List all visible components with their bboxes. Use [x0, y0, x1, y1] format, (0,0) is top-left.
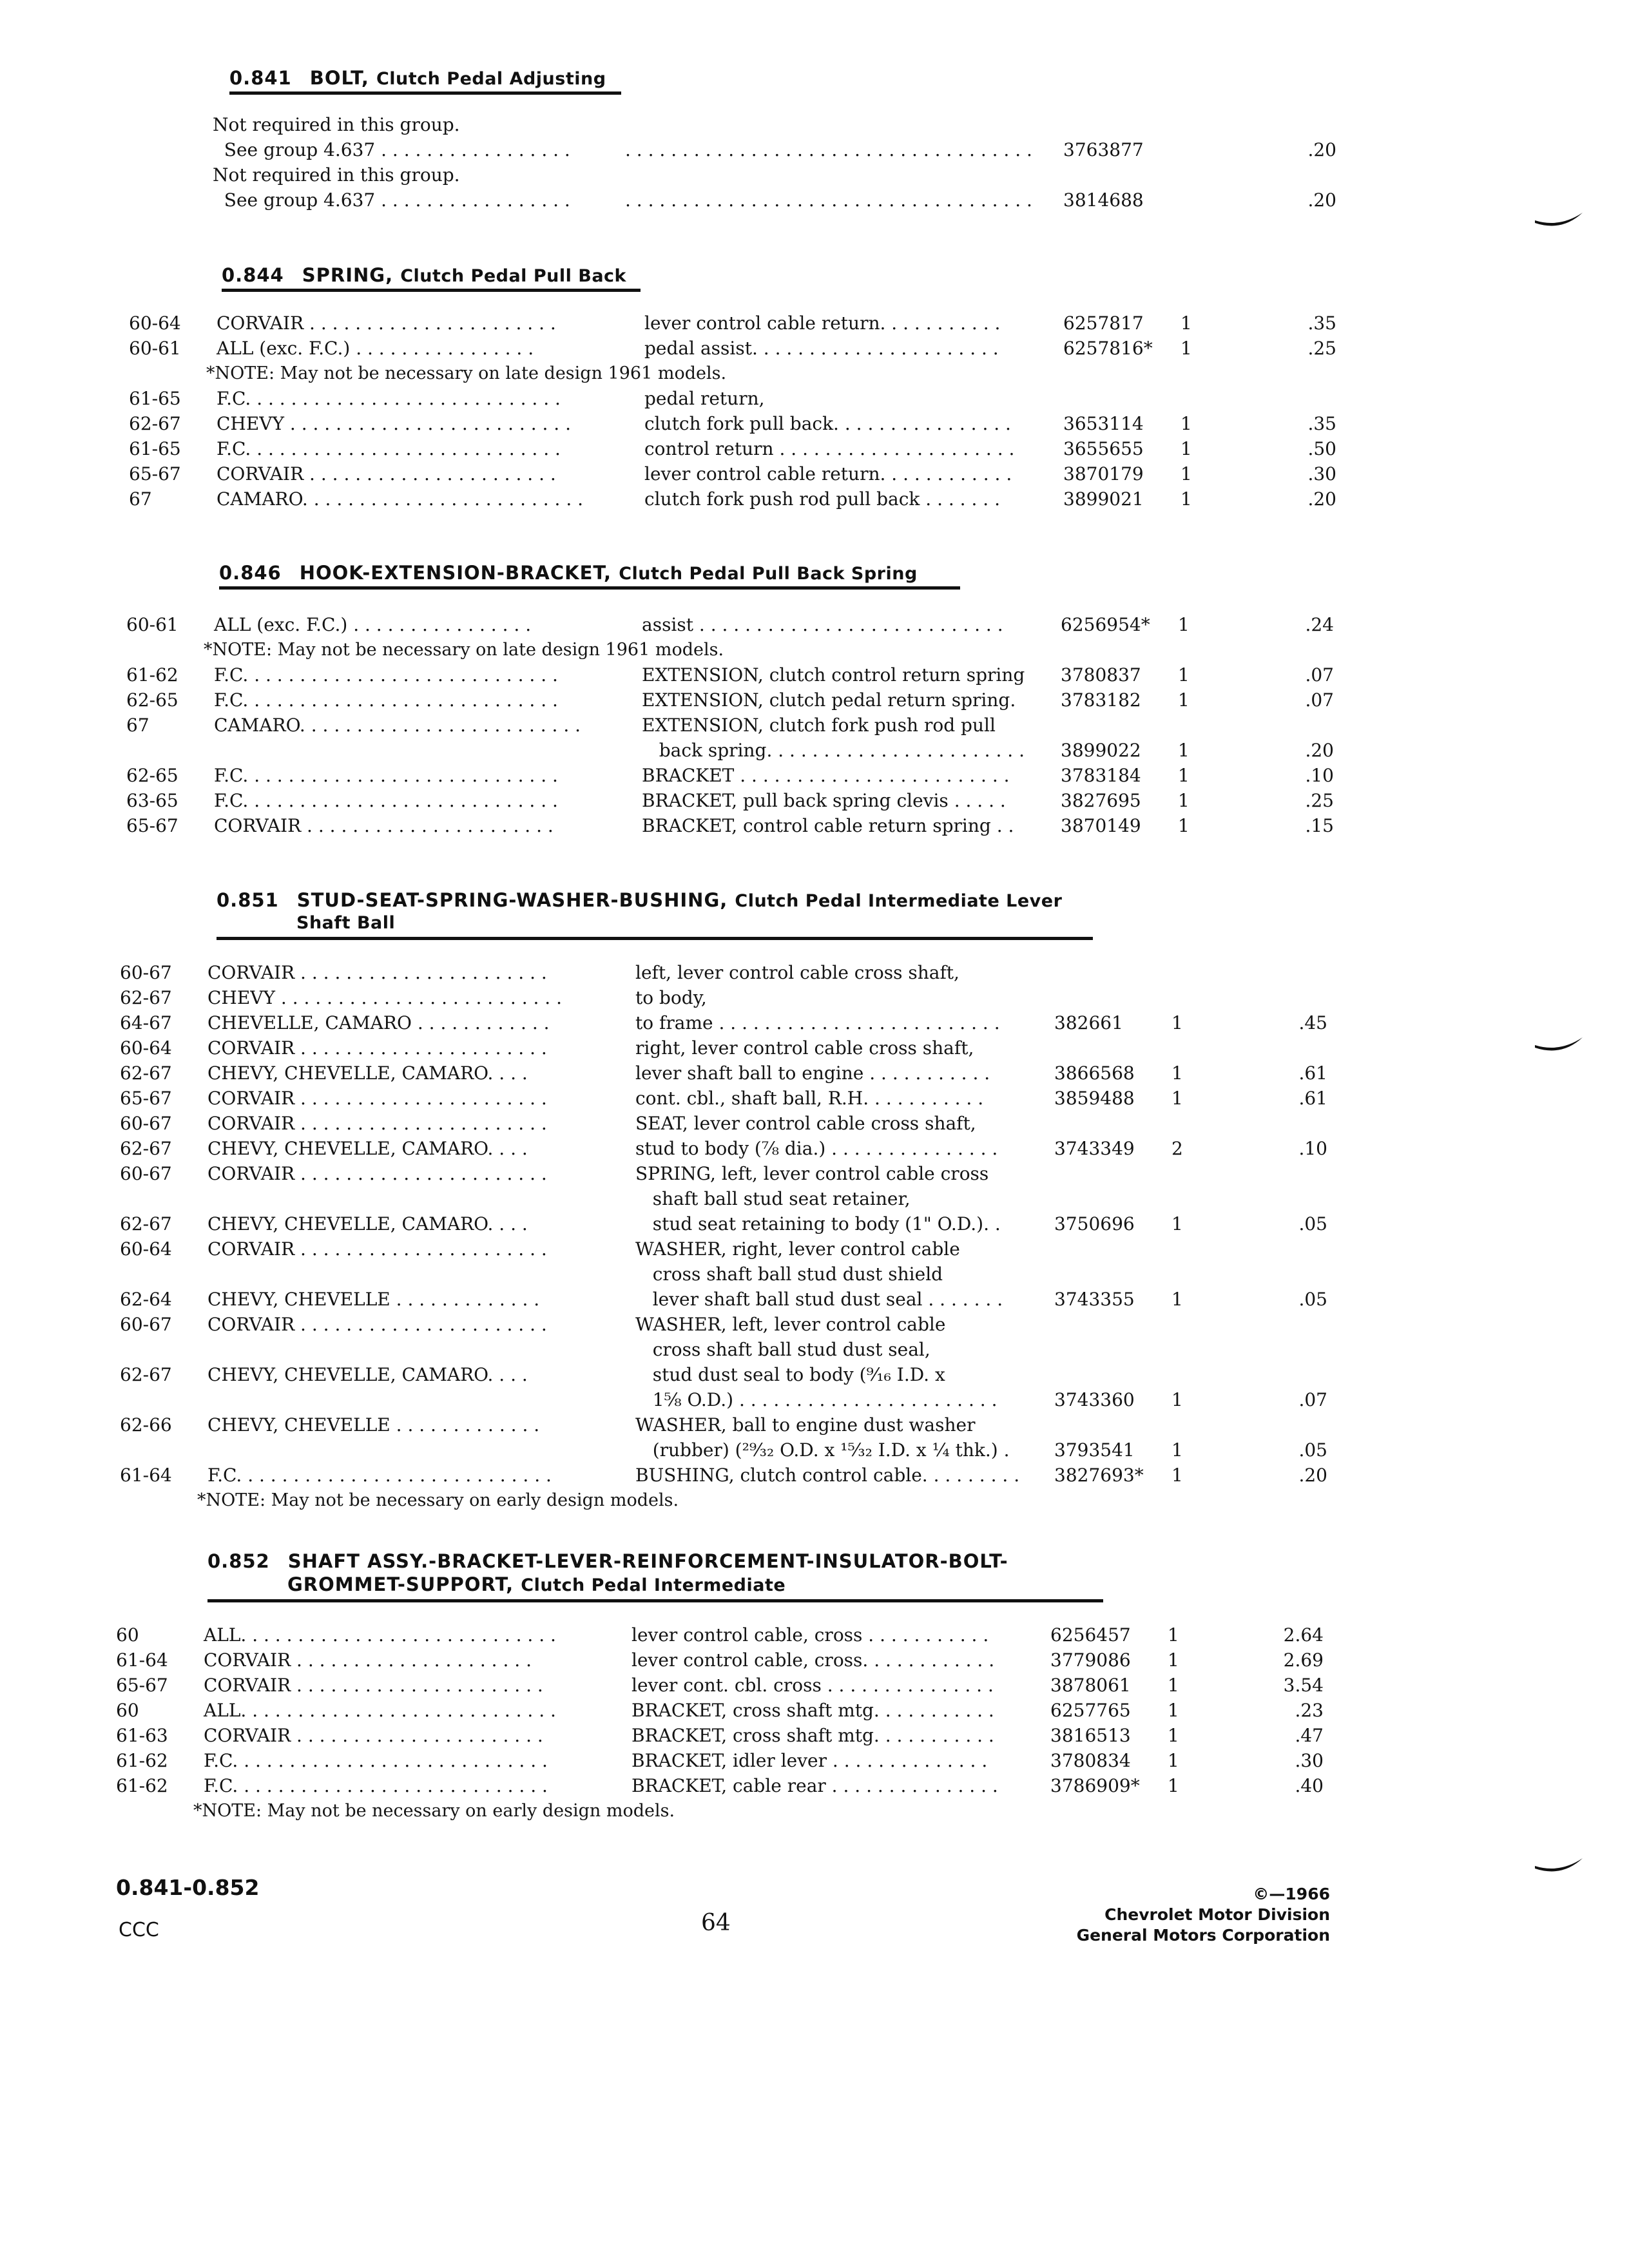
table-row — [129, 461, 1353, 486]
description-cell: 1⅝ O.D.) . . . . . . . . . . . . . . . . . . . . . . . — [635, 1389, 998, 1410]
section-title: HOOK-EXTENSION-BRACKET, — [299, 562, 612, 584]
quantity-cell: 1 — [1168, 1775, 1179, 1796]
table-row — [129, 486, 1353, 512]
quantity-cell: 1 — [1178, 614, 1190, 635]
quantity-cell: 1 — [1168, 1700, 1179, 1721]
table-row — [116, 1748, 1340, 1773]
description-cell: control return . . . . . . . . . . . . . . . . . . . . . — [644, 438, 1015, 459]
table-row — [126, 713, 1351, 738]
year-cell: 61-64 — [120, 1465, 172, 1486]
year-cell: 65-67 — [116, 1675, 168, 1696]
section-subtitle: Shaft Ball — [296, 913, 396, 933]
quantity-cell: 1 — [1178, 765, 1190, 786]
table-row — [120, 1312, 1344, 1337]
description-cell: cont. cbl., shaft ball, R.H. . . . . . . . . . . — [635, 1088, 984, 1109]
year-cell: 67 — [126, 715, 149, 736]
model-cell: F.C. . . . . . . . . . . . . . . . . . . . . . . . . . . . — [214, 765, 558, 786]
quantity-cell: 1 — [1168, 1649, 1179, 1671]
section-rows-0851 — [120, 960, 1344, 1513]
quantity-cell: 1 — [1181, 413, 1192, 434]
list-item: See group 4.637 . . . . . . . . . . . . . . . . . . . . . . . . . . . . . . . . . . . . . . . . . . . . . . . . . . . . . 3763877 .20 — [213, 139, 1336, 160]
year-cell: 60-64 — [129, 312, 181, 334]
table-row — [120, 1387, 1344, 1412]
quantity-cell: 1 — [1171, 1062, 1183, 1084]
binder-mark-icon — [1534, 1852, 1585, 1878]
description-cell: BUSHING, clutch control cable. . . . . . . . . — [635, 1465, 1020, 1486]
part-number-cell: 3655655 — [1063, 438, 1144, 459]
model-cell: CORVAIR . . . . . . . . . . . . . . . . . . . . . . — [214, 815, 554, 836]
year-cell: 60-67 — [120, 962, 172, 983]
description-cell: assist . . . . . . . . . . . . . . . . . . . . . . . . . . . — [642, 614, 1003, 635]
model-cell: CORVAIR . . . . . . . . . . . . . . . . . . . . . . — [207, 1037, 547, 1059]
model-cell: ALL (exc. F.C.) . . . . . . . . . . . . . . . . — [214, 614, 532, 635]
section-header-0844 — [222, 263, 626, 289]
table-row — [120, 985, 1344, 1010]
binder-mark-icon — [1534, 206, 1585, 232]
part-number-cell: 3870179 — [1063, 463, 1144, 485]
part-number-cell: 3899022 — [1061, 740, 1141, 761]
description-cell: BRACKET, cable rear . . . . . . . . . . . . . . . — [631, 1775, 998, 1796]
part-number-cell: 3816513 — [1050, 1725, 1131, 1746]
description-cell: clutch fork push rod pull back . . . . . . . — [644, 488, 1000, 510]
price-cell: .25 — [1307, 338, 1336, 359]
year-cell: 63-65 — [126, 790, 178, 811]
model-cell: CORVAIR . . . . . . . . . . . . . . . . . . . . . . — [204, 1725, 543, 1746]
section-number: 0.844 — [222, 264, 284, 286]
model-cell: F.C. . . . . . . . . . . . . . . . . . . . . . . . . . . . — [207, 1465, 552, 1486]
table-row — [120, 1161, 1344, 1186]
year-cell: 62-65 — [126, 765, 178, 786]
year-cell: 61-62 — [116, 1750, 168, 1771]
quantity-cell: 1 — [1168, 1675, 1179, 1696]
part-number-cell: 3743355 — [1054, 1289, 1135, 1310]
part-number-cell: 3870149 — [1061, 815, 1141, 836]
quantity-cell: 1 — [1168, 1624, 1179, 1646]
price-cell: .20 — [1298, 1465, 1327, 1486]
price-cell: .05 — [1298, 1439, 1327, 1461]
section-title: GROMMET-SUPPORT, — [287, 1573, 514, 1595]
model-cell: F.C. . . . . . . . . . . . . . . . . . . . . . . . . . . . — [204, 1750, 548, 1771]
description-cell: to body, — [635, 987, 707, 1008]
publisher-block — [943, 1884, 1330, 1946]
table-row — [120, 1186, 1344, 1211]
footnote: *NOTE: May not be necessary on late design 1961 models. — [206, 363, 727, 383]
table-row — [129, 336, 1353, 361]
description-cell: to frame . . . . . . . . . . . . . . . . . . . . . . . . . — [635, 1012, 1000, 1033]
price-cell: 2.69 — [1283, 1649, 1324, 1671]
year-cell: 62-66 — [120, 1414, 172, 1436]
section-subtitle: Clutch Pedal Pull Back Spring — [619, 564, 918, 584]
group-range: 0.841-0.852 — [116, 1875, 260, 1900]
model-cell: CORVAIR . . . . . . . . . . . . . . . . . . . . . . — [207, 1088, 547, 1109]
description-cell: stud seat retaining to body (1" O.D.). . — [635, 1213, 1001, 1235]
model-cell: CORVAIR . . . . . . . . . . . . . . . . . . . . . — [204, 1649, 532, 1671]
quantity-cell: 1 — [1168, 1725, 1179, 1746]
part-number-cell: 3899021 — [1063, 488, 1144, 510]
table-row — [120, 1362, 1344, 1387]
description-cell: (rubber) (²⁹⁄₃₂ O.D. x ¹⁵⁄₃₂ I.D. x ¼ thk.) . — [635, 1439, 1010, 1461]
part-number-cell: 3786909* — [1050, 1775, 1140, 1796]
part-number-cell: 6256457 — [1050, 1624, 1131, 1646]
section-number: 0.846 — [219, 562, 282, 584]
description-cell: lever control cable, cross. . . . . . . . . . . . — [631, 1649, 995, 1671]
year-cell: 62-67 — [129, 413, 181, 434]
model-cell: CORVAIR . . . . . . . . . . . . . . . . . . . . . . — [207, 1163, 547, 1184]
quantity-cell: 1 — [1178, 815, 1190, 836]
part-number-cell: 3780834 — [1050, 1750, 1131, 1771]
table-row — [120, 1262, 1344, 1287]
model-cell: F.C. . . . . . . . . . . . . . . . . . . . . . . . . . . . — [214, 790, 558, 811]
table-row — [126, 813, 1351, 838]
price-cell: .61 — [1298, 1088, 1327, 1109]
price-cell: .47 — [1295, 1725, 1324, 1746]
footnote: *NOTE: May not be necessary on late design 1961 models. — [204, 640, 724, 660]
price-cell: .23 — [1295, 1700, 1324, 1721]
year-cell: 61-65 — [129, 388, 181, 409]
table-row — [129, 411, 1353, 436]
description-cell: EXTENSION, clutch pedal return spring. — [642, 689, 1016, 711]
price-cell: .07 — [1298, 1389, 1327, 1410]
part-number-cell: 3750696 — [1054, 1213, 1135, 1235]
quantity-cell: 1 — [1178, 689, 1190, 711]
year-cell: 60-64 — [120, 1238, 172, 1260]
table-row — [120, 1412, 1344, 1437]
section-subtitle: Clutch Pedal Intermediate Lever — [735, 891, 1063, 911]
year-cell: 61-63 — [116, 1725, 168, 1746]
price-cell: .05 — [1298, 1289, 1327, 1310]
description-cell: BRACKET, cross shaft mtg. . . . . . . . . . . — [631, 1725, 994, 1746]
description-cell: SEAT, lever control cable cross shaft, — [635, 1113, 976, 1134]
quantity-cell: 1 — [1181, 338, 1192, 359]
part-number-cell: 3793541 — [1054, 1439, 1135, 1461]
model-cell: CORVAIR . . . . . . . . . . . . . . . . . . . . . . — [204, 1675, 543, 1696]
model-cell: CHEVELLE, CAMARO . . . . . . . . . . . . — [207, 1012, 550, 1033]
description-cell: EXTENSION, clutch control return spring — [642, 664, 1025, 686]
table-row — [126, 763, 1351, 788]
copyright: ©—1966 — [1253, 1885, 1330, 1903]
description-cell: BRACKET . . . . . . . . . . . . . . . . . . . . . . . . — [642, 765, 1010, 786]
table-row — [120, 1111, 1344, 1136]
table-row — [116, 1648, 1340, 1673]
year-cell: 62-67 — [120, 1062, 172, 1084]
section-title: SPRING, — [302, 264, 394, 286]
description-cell: cross shaft ball stud dust shield — [635, 1264, 943, 1285]
part-number-cell: 3783184 — [1061, 765, 1141, 786]
section-rule — [207, 1599, 1103, 1602]
price-cell: .30 — [1307, 463, 1336, 485]
year-cell: 62-67 — [120, 1364, 172, 1385]
part-number-cell: 3859488 — [1054, 1088, 1135, 1109]
table-row — [120, 960, 1344, 985]
price-cell: .35 — [1307, 312, 1336, 334]
section-title: SHAFT ASSY.-BRACKET-LEVER-REINFORCEMENT-INSULATOR-BOLT- — [287, 1550, 1008, 1572]
part-number-cell: 3653114 — [1063, 413, 1144, 434]
section-header-0851-line2 — [296, 910, 395, 936]
table-row — [129, 436, 1353, 461]
table-row — [120, 1035, 1344, 1061]
part-number-cell: 3827693* — [1054, 1465, 1144, 1486]
year-cell: 60-67 — [120, 1163, 172, 1184]
quantity-cell: 1 — [1171, 1465, 1183, 1486]
model-cell: CORVAIR . . . . . . . . . . . . . . . . . . . . . . — [207, 1238, 547, 1260]
year-cell: 61-62 — [126, 664, 178, 686]
quantity-cell: 1 — [1181, 488, 1192, 510]
model-cell: F.C. . . . . . . . . . . . . . . . . . . . . . . . . . . . — [214, 689, 558, 711]
description-cell: left, lever control cable cross shaft, — [635, 962, 959, 983]
section-header-0852 — [207, 1549, 1008, 1573]
model-cell: F.C. . . . . . . . . . . . . . . . . . . . . . . . . . . . — [214, 664, 558, 686]
model-cell: CHEVY, CHEVELLE, CAMARO. . . . — [207, 1364, 528, 1385]
model-cell: CHEVY . . . . . . . . . . . . . . . . . . . . . . . . . — [217, 413, 572, 434]
price-cell: .24 — [1305, 614, 1334, 635]
table-row — [120, 1086, 1344, 1111]
table-row — [126, 738, 1351, 763]
model-cell: ALL. . . . . . . . . . . . . . . . . . . . . . . . . . . . — [204, 1624, 556, 1646]
price-cell: 2.64 — [1283, 1624, 1324, 1646]
section-number: 0.841 — [229, 67, 292, 89]
part-number-cell: 3783182 — [1061, 689, 1141, 711]
model-cell: CAMARO. . . . . . . . . . . . . . . . . . . . . . . . . — [214, 715, 581, 736]
year-cell: 62-67 — [120, 1213, 172, 1235]
price-cell: .10 — [1305, 765, 1334, 786]
quantity-cell: 1 — [1171, 1439, 1183, 1461]
quantity-cell: 1 — [1171, 1012, 1183, 1033]
year-cell: 62-64 — [120, 1289, 172, 1310]
model-cell: CORVAIR . . . . . . . . . . . . . . . . . . . . . . — [217, 463, 556, 485]
price-cell: .50 — [1307, 438, 1336, 459]
quantity-cell: 1 — [1171, 1289, 1183, 1310]
model-cell: CORVAIR . . . . . . . . . . . . . . . . . . . . . . — [207, 1314, 547, 1335]
description-cell: pedal assist. . . . . . . . . . . . . . . . . . . . . . — [644, 338, 999, 359]
description-cell: SPRING, left, lever control cable cross — [635, 1163, 989, 1184]
table-row — [126, 612, 1351, 637]
part-number-cell: 3743349 — [1054, 1138, 1135, 1159]
price-cell: .35 — [1307, 413, 1336, 434]
table-row — [120, 1337, 1344, 1362]
quantity-cell: 1 — [1178, 790, 1190, 811]
model-cell: CORVAIR . . . . . . . . . . . . . . . . . . . . . . — [207, 1113, 547, 1134]
part-number-cell: 6257816* — [1063, 338, 1153, 359]
year-cell: 61-62 — [116, 1775, 168, 1796]
section-header-0846 — [219, 561, 918, 586]
section-rows-0844 — [129, 311, 1353, 512]
description-cell: clutch fork pull back. . . . . . . . . . . . . . . . — [644, 413, 1011, 434]
list-item: Not required in this group. — [213, 114, 460, 135]
year-cell: 65-67 — [129, 463, 181, 485]
table-row — [120, 1287, 1344, 1312]
part-number-cell: 3878061 — [1050, 1675, 1131, 1696]
section-rule — [222, 289, 641, 292]
year-cell: 61-64 — [116, 1649, 168, 1671]
description-cell: lever cont. cbl. cross . . . . . . . . . . . . . . . — [631, 1675, 994, 1696]
description-cell: WASHER, ball to engine dust washer — [635, 1414, 976, 1436]
description-cell: WASHER, right, lever control cable — [635, 1238, 960, 1260]
table-row — [120, 1061, 1344, 1086]
list-item: See group 4.637 . . . . . . . . . . . . . . . . . . . . . . . . . . . . . . . . . . . . . . . . . . . . . . . . . . . . . 3814688 .20 — [213, 189, 1336, 211]
description-cell: lever shaft ball stud dust seal . . . . . . . — [635, 1289, 1003, 1310]
section-rule — [219, 586, 960, 590]
model-cell: CAMARO. . . . . . . . . . . . . . . . . . . . . . . . . — [217, 488, 584, 510]
year-cell: 60-64 — [120, 1037, 172, 1059]
section-header-0852-line2 — [287, 1572, 786, 1598]
model-cell: CHEVY, CHEVELLE, CAMARO. . . . — [207, 1062, 528, 1084]
part-number-cell: 3779086 — [1050, 1649, 1131, 1671]
part-number-cell: 6256954* — [1061, 614, 1150, 635]
division: Chevrolet Motor Division — [1104, 1905, 1330, 1924]
table-row — [120, 1211, 1344, 1236]
description-cell: BRACKET, idler lever . . . . . . . . . . . . . . — [631, 1750, 988, 1771]
year-cell: 65-67 — [126, 815, 178, 836]
table-row — [120, 1437, 1344, 1463]
table-row — [116, 1773, 1340, 1798]
section-rule — [229, 91, 621, 95]
quantity-cell: 1 — [1171, 1389, 1183, 1410]
description-cell: lever control cable, cross . . . . . . . . . . . — [631, 1624, 989, 1646]
year-cell: 60 — [116, 1700, 139, 1721]
price-cell: .07 — [1305, 664, 1334, 686]
model-cell: CHEVY, CHEVELLE, CAMARO. . . . — [207, 1213, 528, 1235]
price-cell: .61 — [1298, 1062, 1327, 1084]
description-cell: right, lever control cable cross shaft, — [635, 1037, 974, 1059]
description-cell: stud dust seal to body (⁹⁄₁₆ I.D. x — [635, 1364, 945, 1385]
catalog-code: CCC — [119, 1919, 159, 1941]
quantity-cell: 1 — [1178, 664, 1190, 686]
section-number: 0.851 — [217, 889, 279, 911]
year-cell: 62-67 — [120, 987, 172, 1008]
year-cell: 60-61 — [129, 338, 181, 359]
description-cell: EXTENSION, clutch fork push rod pull — [642, 715, 996, 736]
price-cell: .05 — [1298, 1213, 1327, 1235]
binder-mark-icon — [1534, 1031, 1585, 1057]
year-cell: 67 — [129, 488, 152, 510]
price-cell: .20 — [1305, 740, 1334, 761]
table-row — [116, 1723, 1340, 1748]
model-cell: CORVAIR . . . . . . . . . . . . . . . . . . . . . . — [207, 962, 547, 983]
quantity-cell: 1 — [1178, 740, 1190, 761]
price-cell: .40 — [1295, 1775, 1324, 1796]
page-number: 64 — [701, 1910, 731, 1936]
description-cell: shaft ball stud seat retainer, — [635, 1188, 911, 1209]
model-cell: F.C. . . . . . . . . . . . . . . . . . . . . . . . . . . . — [204, 1775, 548, 1796]
section-subtitle: Clutch Pedal Adjusting — [376, 69, 606, 89]
year-cell: 60-61 — [126, 614, 178, 635]
table-row — [126, 687, 1351, 713]
model-cell: CHEVY, CHEVELLE . . . . . . . . . . . . . — [207, 1414, 540, 1436]
section-subtitle: Clutch Pedal Pull Back — [400, 266, 627, 286]
part-number-cell: 3827695 — [1061, 790, 1141, 811]
table-row — [120, 1136, 1344, 1161]
section-rows-0841 — [129, 112, 1353, 213]
quantity-cell: 1 — [1181, 438, 1192, 459]
price-cell: .15 — [1305, 815, 1334, 836]
section-number: 0.852 — [207, 1550, 270, 1572]
year-cell: 62-67 — [120, 1138, 172, 1159]
year-cell: 60-67 — [120, 1314, 172, 1335]
table-row — [120, 1463, 1344, 1488]
model-cell: CHEVY, CHEVELLE . . . . . . . . . . . . . — [207, 1289, 540, 1310]
year-cell: 61-65 — [129, 438, 181, 459]
quantity-cell: 1 — [1181, 312, 1192, 334]
year-cell: 60 — [116, 1624, 139, 1646]
part-number-cell: 6257817 — [1063, 312, 1144, 334]
year-cell: 65-67 — [120, 1088, 172, 1109]
description-cell: lever control cable return. . . . . . . . . . . — [644, 312, 1001, 334]
description-cell: WASHER, left, lever control cable — [635, 1314, 946, 1335]
section-rule — [217, 937, 1093, 940]
model-cell: CHEVY . . . . . . . . . . . . . . . . . . . . . . . . . — [207, 987, 563, 1008]
part-number-cell: 3866568 — [1054, 1062, 1135, 1084]
model-cell: F.C. . . . . . . . . . . . . . . . . . . . . . . . . . . . — [217, 438, 561, 459]
footnote: *NOTE: May not be necessary on early design models. — [197, 1490, 679, 1510]
section-rows-0852 — [116, 1622, 1340, 1823]
price-cell: .20 — [1307, 488, 1336, 510]
model-cell: F.C. . . . . . . . . . . . . . . . . . . . . . . . . . . . — [217, 388, 561, 409]
table-row — [126, 788, 1351, 813]
price-cell: .10 — [1298, 1138, 1327, 1159]
quantity-cell: 1 — [1171, 1088, 1183, 1109]
model-cell: CORVAIR . . . . . . . . . . . . . . . . . . . . . . — [217, 312, 556, 334]
section-rows-0846 — [126, 612, 1351, 838]
year-cell: 60-67 — [120, 1113, 172, 1134]
description-cell: lever shaft ball to engine . . . . . . . . . . . — [635, 1062, 990, 1084]
table-row — [120, 1236, 1344, 1262]
quantity-cell: 1 — [1168, 1750, 1179, 1771]
table-row — [116, 1673, 1340, 1698]
section-title: STUD-SEAT-SPRING-WASHER-BUSHING, — [296, 889, 728, 911]
section-subtitle: Clutch Pedal Intermediate — [521, 1575, 786, 1595]
table-row — [129, 311, 1353, 336]
part-number-cell: 6257765 — [1050, 1700, 1131, 1721]
section-header-0841 — [229, 66, 606, 91]
description-cell: back spring. . . . . . . . . . . . . . . . . . . . . . . — [642, 740, 1025, 761]
quantity-cell: 1 — [1181, 463, 1192, 485]
description-cell: pedal return, — [644, 388, 765, 409]
table-row — [116, 1698, 1340, 1723]
description-cell: stud to body (⅞ dia.) . . . . . . . . . . . . . . . — [635, 1138, 998, 1159]
quantity-cell: 1 — [1171, 1213, 1183, 1235]
model-cell: ALL. . . . . . . . . . . . . . . . . . . . . . . . . . . . — [204, 1700, 556, 1721]
part-number-cell: 3780837 — [1061, 664, 1141, 686]
part-number-cell: 382661 — [1054, 1012, 1123, 1033]
year-cell: 64-67 — [120, 1012, 172, 1033]
price-cell: .30 — [1295, 1750, 1324, 1771]
section-title: BOLT, — [309, 67, 369, 89]
table-row — [126, 662, 1351, 687]
description-cell: cross shaft ball stud dust seal, — [635, 1339, 930, 1360]
quantity-cell: 2 — [1171, 1138, 1183, 1159]
model-cell: CHEVY, CHEVELLE, CAMARO. . . . — [207, 1138, 528, 1159]
description-cell: BRACKET, pull back spring clevis . . . . . — [642, 790, 1006, 811]
price-cell: .45 — [1298, 1012, 1327, 1033]
description-cell: BRACKET, control cable return spring . . — [642, 815, 1014, 836]
price-cell: .25 — [1305, 790, 1334, 811]
footnote: *NOTE: May not be necessary on early design models. — [193, 1801, 675, 1821]
corporation: General Motors Corporation — [1076, 1926, 1330, 1945]
table-row — [116, 1622, 1340, 1648]
list-item: Not required in this group. — [213, 164, 460, 186]
table-row — [129, 386, 1353, 411]
year-cell: 62-65 — [126, 689, 178, 711]
table-row — [120, 1010, 1344, 1035]
description-cell: BRACKET, cross shaft mtg. . . . . . . . . . . — [631, 1700, 994, 1721]
description-cell: lever control cable return. . . . . . . . . . . . — [644, 463, 1012, 485]
part-number-cell: 3743360 — [1054, 1389, 1135, 1410]
price-cell: .07 — [1305, 689, 1334, 711]
model-cell: ALL (exc. F.C.) . . . . . . . . . . . . . . . . — [217, 338, 534, 359]
price-cell: 3.54 — [1283, 1675, 1324, 1696]
